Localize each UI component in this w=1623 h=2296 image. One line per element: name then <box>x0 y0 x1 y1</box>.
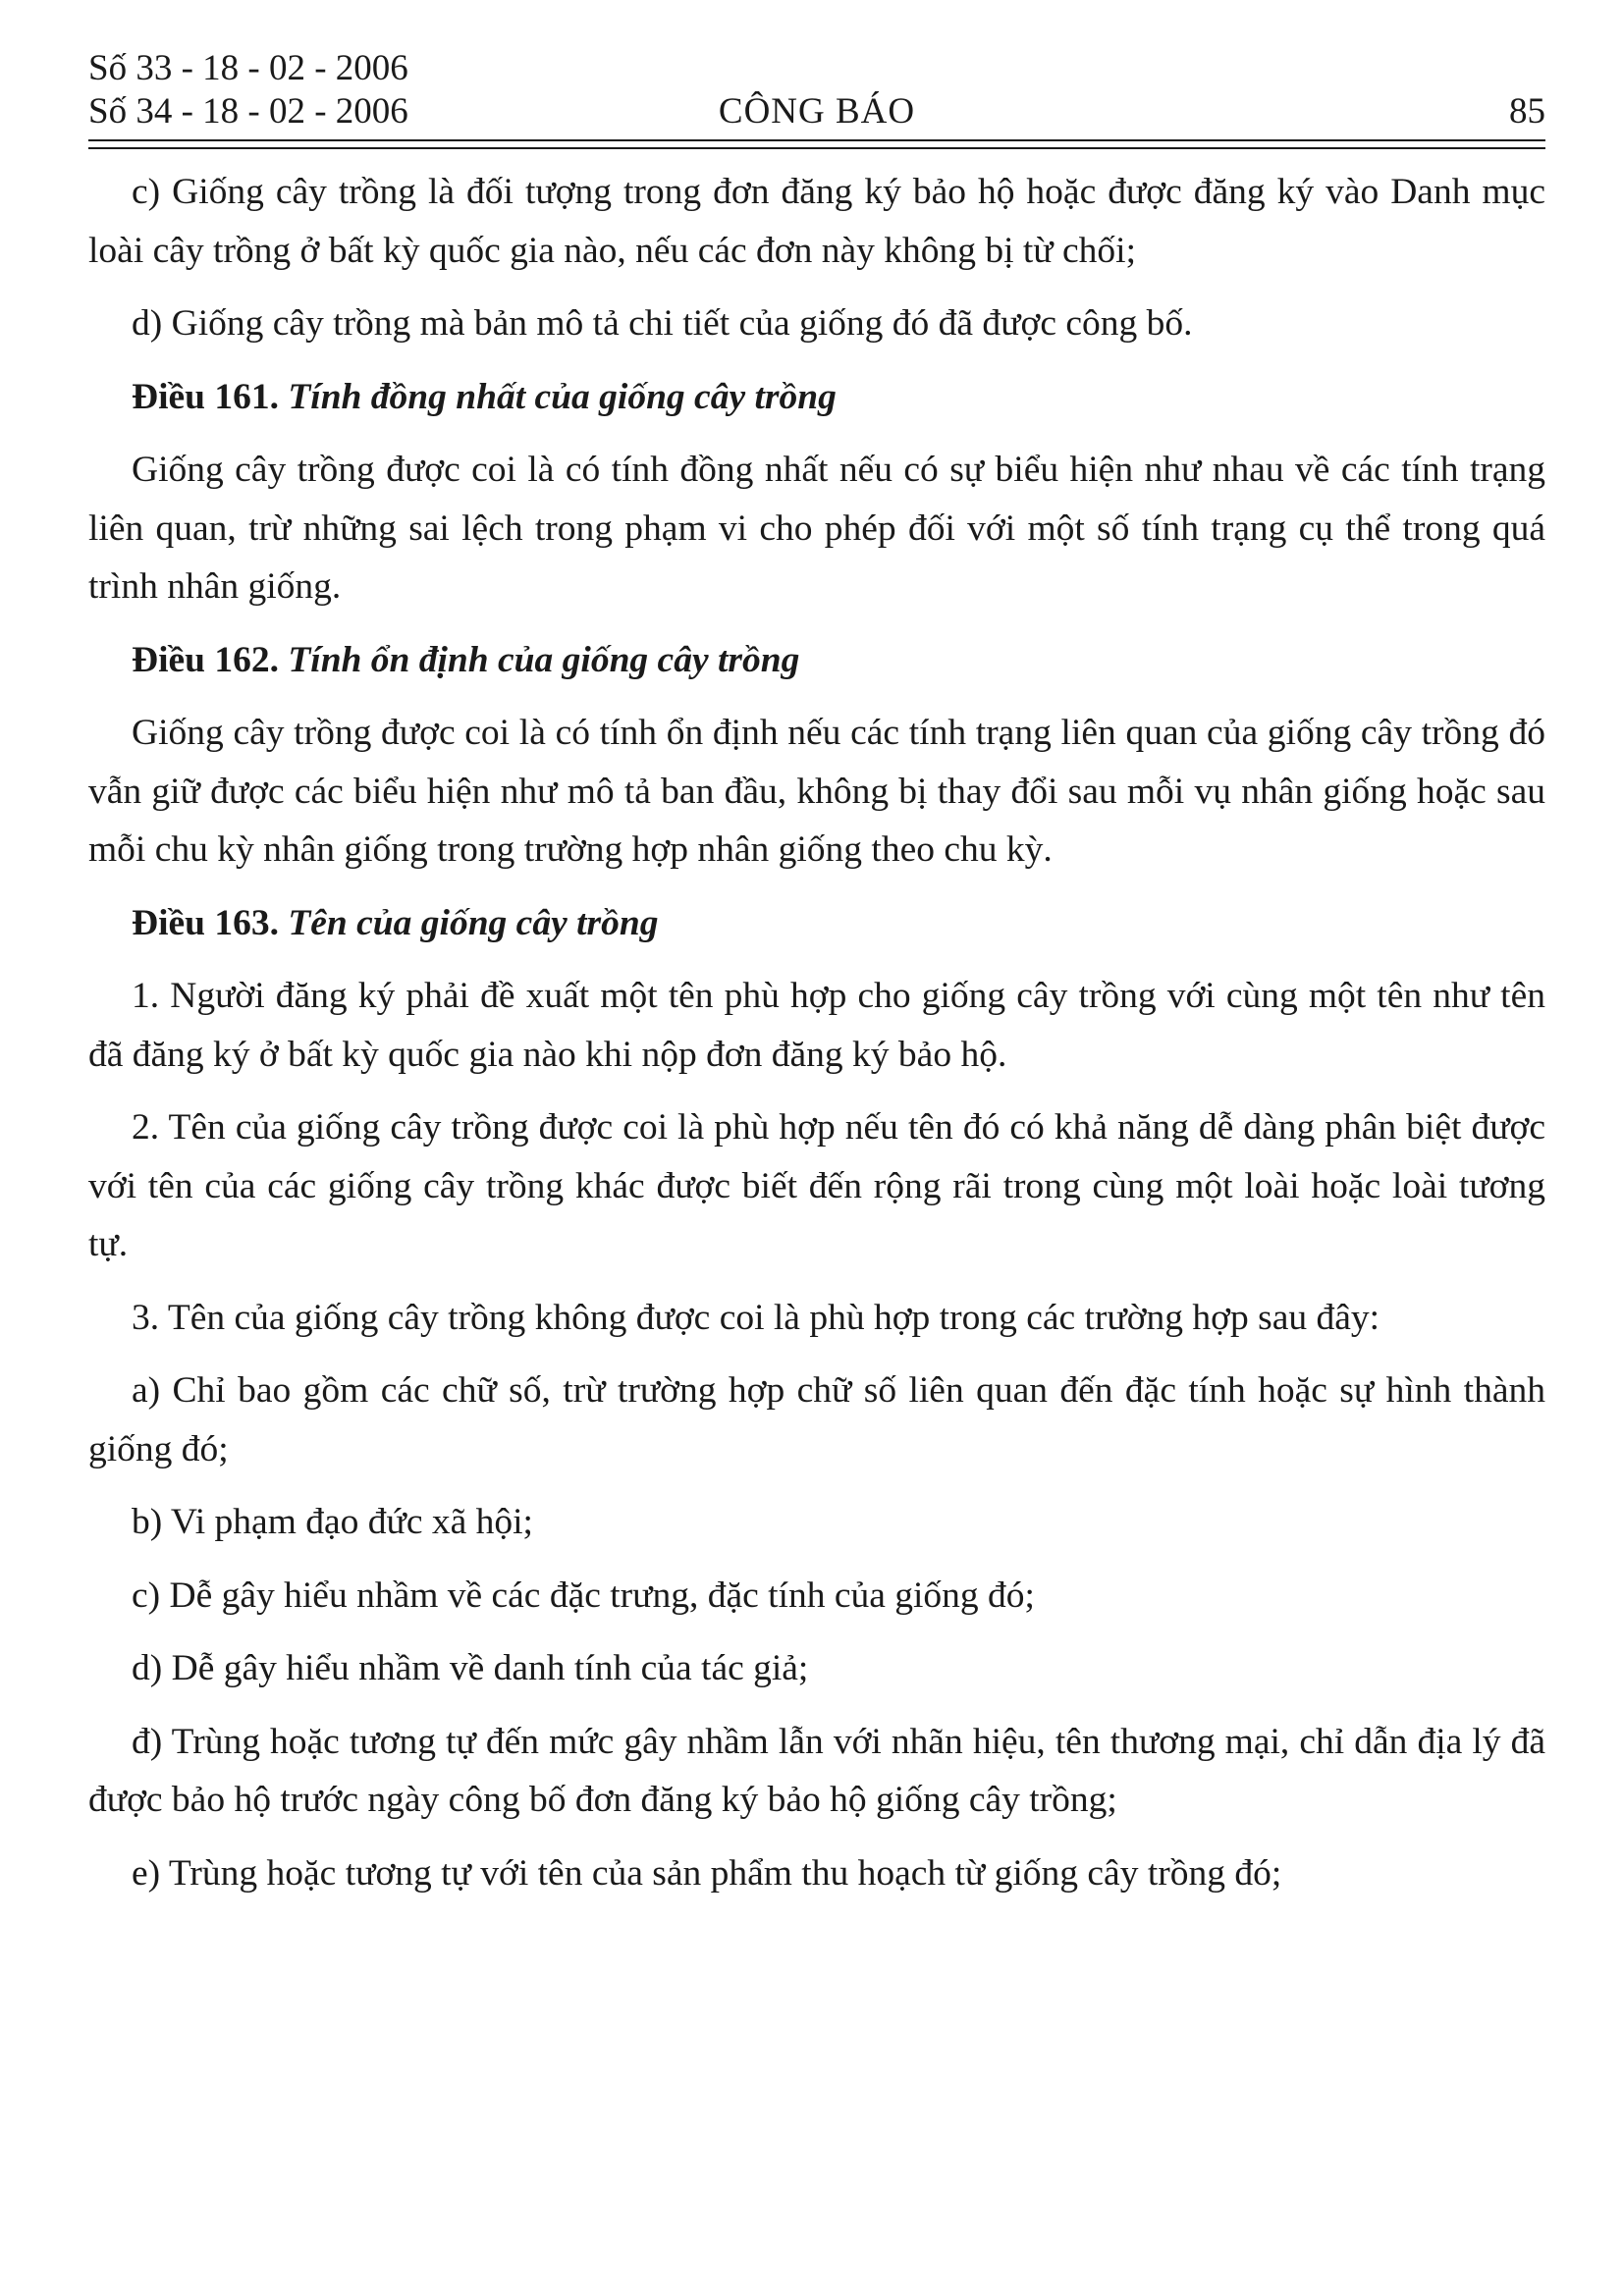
article-163-number: Điều 163. <box>132 902 279 943</box>
article-161-number: Điều 161. <box>132 376 279 417</box>
article-161-title: Tính đồng nhất của giống cây trồng <box>288 376 837 417</box>
header-double-rule <box>88 139 1545 149</box>
article-162-body: Giống cây trồng được coi là có tính ổn định nếu các tính trạng liên quan của giống cây trồng đó vẫn giữ được các biểu hiện như mô tả ban đầu, không bị thay đổi sau mỗi vụ nhân giống hoặc sau mỗi chu kỳ nhân giống trong trường hợp nhân giống theo chu kỳ. <box>88 713 1545 870</box>
article-163-point-d: d) Dễ gây hiểu nhầm về danh tính của tác giả; <box>132 1648 809 1688</box>
article-161-heading <box>88 368 1545 427</box>
article-162-heading <box>88 631 1545 690</box>
page-header <box>88 47 1545 137</box>
article-163-point-a: a) Chỉ bao gồm các chữ số, trừ trường hợp chữ số liên quan đến đặc tính hoặc sự hình thành giống đó; <box>88 1370 1545 1469</box>
article-162-number: Điều 162. <box>132 639 279 680</box>
article-163-point-dd: đ) Trùng hoặc tương tự đến mức gây nhầm lẫn với nhãn hiệu, tên thương mại, chỉ dẫn địa lý đã được bảo hộ trước ngày công bố đơn đăng ký bảo hộ giống cây trồng; <box>88 1721 1545 1820</box>
article-163-point-e: e) Trùng hoặc tương tự với tên của sản phẩm thu hoạch từ giống cây trồng đó; <box>132 1852 1282 1894</box>
page-number: 85 <box>1509 91 1545 132</box>
gazette-page <box>88 47 1545 1902</box>
article-162-title: Tính ổn định của giống cây trồng <box>288 639 800 680</box>
article-163-heading <box>88 894 1545 953</box>
article-163-title: Tên của giống cây trồng <box>288 902 659 943</box>
article-163-clause-1: 1. Người đăng ký phải đề xuất một tên phù hợp cho giống cây trồng với cùng một tên như tên đã đăng ký ở bất kỳ quốc gia nào khi nộp đơn đăng ký bảo hộ. <box>88 976 1545 1075</box>
article-163-clause-3: 3. Tên của giống cây trồng không được coi là phù hợp trong các trường hợp sau đây: <box>132 1297 1380 1338</box>
article-161-body: Giống cây trồng được coi là có tính đồng nhất nếu có sự biểu hiện như nhau về các tính trạng liên quan, trừ những sai lệch trong phạm vi cho phép đối với một số tính trạng cụ thể trong quá trình nhân giống. <box>88 450 1545 607</box>
document-body <box>88 163 1545 1902</box>
gazette-title: CÔNG BÁO <box>718 91 916 132</box>
issue-number-line-1: Số 33 - 18 - 02 - 2006 <box>88 48 408 88</box>
issue-number-line-2: Số 34 - 18 - 02 - 2006 <box>88 91 408 132</box>
point-c-paragraph: c) Giống cây trồng là đối tượng trong đơn đăng ký bảo hộ hoặc được đăng ký vào Danh mục loài cây trồng ở bất kỳ quốc gia nào, nếu các đơn này không bị từ chối; <box>88 172 1545 271</box>
article-163-point-c: c) Dễ gây hiểu nhầm về các đặc trưng, đặc tính của giống đó; <box>132 1575 1035 1616</box>
point-d-paragraph: d) Giống cây trồng mà bản mô tả chi tiết của giống đó đã được công bố. <box>132 303 1193 344</box>
article-163-point-b: b) Vi phạm đạo đức xã hội; <box>132 1502 533 1542</box>
article-163-clause-2: 2. Tên của giống cây trồng được coi là phù hợp nếu tên đó có khả năng dễ dàng phân biệt được với tên của các giống cây trồng khác được biết đến rộng rãi trong cùng một loài hoặc loài tương tự. <box>88 1107 1545 1264</box>
